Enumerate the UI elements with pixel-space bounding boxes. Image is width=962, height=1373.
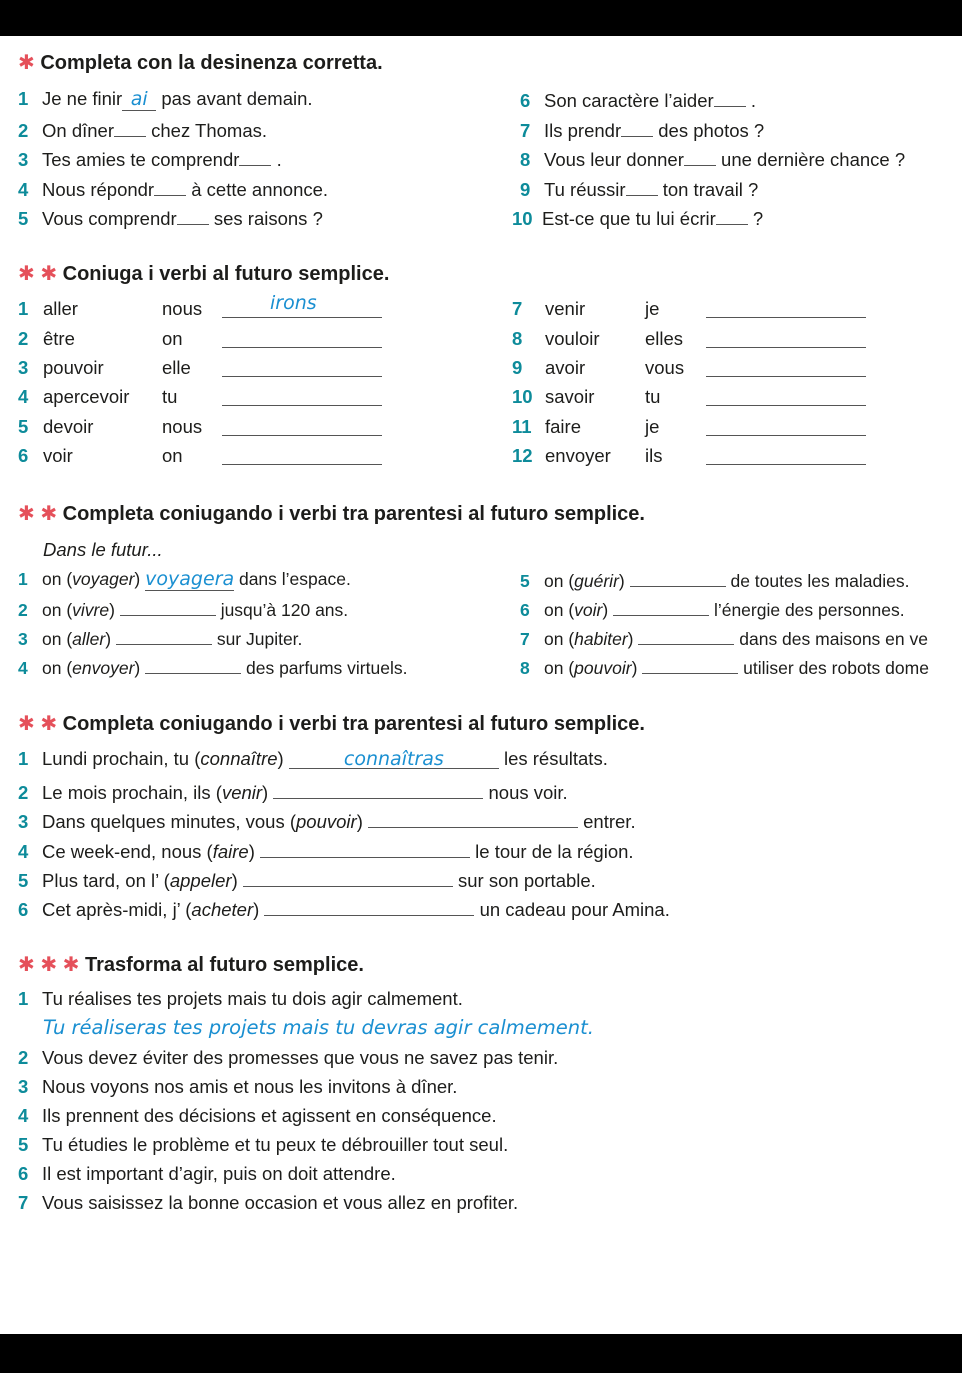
answer-blank[interactable] xyxy=(706,376,866,377)
verb-infinitive: venir xyxy=(545,298,586,319)
item-number: 6 xyxy=(18,899,29,920)
item-number: 2 xyxy=(18,782,29,803)
subject-pronoun: nous xyxy=(162,298,203,319)
item-number: 4 xyxy=(18,386,29,407)
ex4-item xyxy=(18,866,596,892)
sentence-ending: des parfums virtuels. xyxy=(246,658,408,678)
verb-infinitive: connaître xyxy=(200,748,278,769)
difficulty-stars: ✱ ✱ ✱ xyxy=(18,954,80,976)
answer-blank[interactable] xyxy=(706,317,866,318)
answer-blank[interactable] xyxy=(714,88,746,107)
answer-blank[interactable] xyxy=(630,568,726,587)
item-number: 3 xyxy=(18,811,29,832)
ex5-item xyxy=(18,1163,396,1185)
item-stem: Tes amies te comprendr xyxy=(42,149,240,170)
item-number: 4 xyxy=(18,841,29,862)
verb-suffix: ) xyxy=(356,811,363,832)
answer-blank[interactable] xyxy=(222,405,382,406)
item-stem: Nous répondr xyxy=(42,179,155,200)
ex1-item-4 xyxy=(18,177,328,201)
verb-infinitive: faire xyxy=(545,416,581,437)
verb-suffix: ) xyxy=(627,629,634,649)
verb-prefix: on ( xyxy=(544,629,575,649)
verb-prefix: on ( xyxy=(544,571,575,591)
answer-blank[interactable] xyxy=(642,655,738,674)
item-number: 6 xyxy=(18,1163,29,1184)
sentence-ending: entrer. xyxy=(583,811,636,832)
item-number: 8 xyxy=(520,658,530,678)
answer-blank[interactable] xyxy=(684,147,716,166)
ex5-item xyxy=(18,1192,518,1214)
answer-blank[interactable] xyxy=(706,347,866,348)
subject-pronoun: vous xyxy=(645,357,685,378)
item-number: 5 xyxy=(18,870,29,891)
item-ending: des photos ? xyxy=(658,120,765,141)
verb-prefix: Plus tard, on l’ ( xyxy=(42,870,170,891)
ex1-item-1 xyxy=(18,88,313,111)
answer-blank[interactable] xyxy=(260,837,470,858)
verb-infinitive: voyager xyxy=(72,569,135,589)
item-number: 4 xyxy=(18,1105,29,1126)
verb-infinitive: voir xyxy=(574,600,603,620)
verb-prefix: on ( xyxy=(42,629,73,649)
difficulty-stars: ✱ xyxy=(18,52,35,74)
ex4-item xyxy=(18,837,634,863)
ex3-item xyxy=(18,597,348,621)
item-number: 8 xyxy=(512,328,523,349)
handwritten-answer: voyagera xyxy=(145,568,235,590)
ex4-item xyxy=(18,778,568,804)
item-stem: On dîner xyxy=(42,120,114,141)
verb-infinitive: acheter xyxy=(191,899,254,920)
verb-suffix: ) xyxy=(231,870,238,891)
item-ending: à cette annonce. xyxy=(191,179,329,200)
verb-suffix: ) xyxy=(109,600,115,620)
verb-prefix: on ( xyxy=(42,658,73,678)
answer-blank[interactable] xyxy=(706,435,866,436)
item-ending: chez Thomas. xyxy=(151,120,267,141)
item-number: 2 xyxy=(18,1047,29,1068)
ex5-item xyxy=(18,1047,558,1069)
handwritten-answer: Tu réaliseras tes projets mais tu devras agir calmement. xyxy=(43,1016,594,1039)
answer-blank[interactable] xyxy=(368,807,578,828)
answer-blank[interactable] xyxy=(116,626,212,645)
ex2-heading xyxy=(18,262,389,286)
item-ending: une dernière chance ? xyxy=(721,149,906,170)
verb-infinitive: aller xyxy=(72,629,106,649)
sentence-ending: sur Jupiter. xyxy=(216,629,303,649)
verb-infinitive: venir xyxy=(221,782,263,803)
item-number: 1 xyxy=(18,988,29,1009)
worksheet-page xyxy=(0,36,962,1334)
item-ending: ton travail ? xyxy=(662,179,759,200)
item-stem: Je ne finir xyxy=(42,88,123,109)
ex4-heading xyxy=(18,712,645,736)
ex1-heading xyxy=(18,51,383,75)
ex2-title: Coniuga i verbi al futuro semplice. xyxy=(62,263,390,285)
verb-infinitive: devoir xyxy=(43,416,94,437)
item-number: 3 xyxy=(18,629,28,649)
answer-blank[interactable] xyxy=(706,405,866,406)
difficulty-stars: ✱ ✱ xyxy=(18,503,58,525)
item-number: 7 xyxy=(18,1192,29,1213)
sentence-ending: dans des maisons en ve xyxy=(739,629,928,649)
subject-pronoun: elles xyxy=(645,328,684,349)
verb-suffix: ) xyxy=(602,600,609,620)
subject-pronoun: je xyxy=(645,298,660,319)
item-number: 2 xyxy=(18,120,29,141)
handwritten-answer: connaîtras xyxy=(343,748,444,770)
item-number: 5 xyxy=(18,1134,29,1155)
answer-blank[interactable] xyxy=(222,317,382,318)
verb-infinitive: apercevoir xyxy=(43,386,130,407)
verb-infinitive: habiter xyxy=(574,629,628,649)
verb-suffix: ) xyxy=(105,629,112,649)
verb-suffix: ) xyxy=(631,658,638,678)
answer-blank[interactable] xyxy=(716,206,748,225)
item-ending: pas avant demain. xyxy=(161,88,313,109)
verb-prefix: Lundi prochain, tu ( xyxy=(42,748,201,769)
source-sentence: Vous saisissez la bonne occasion et vous allez en profiter. xyxy=(42,1192,519,1213)
item-number: 11 xyxy=(512,416,532,437)
source-sentence: Tu réalises tes projets mais tu dois agir calmement. xyxy=(42,988,463,1009)
item-number: 5 xyxy=(520,571,530,591)
ex1-item-5 xyxy=(18,206,323,230)
top-black-bar xyxy=(0,0,962,36)
item-number: 12 xyxy=(512,445,533,466)
ex1-item-10 xyxy=(512,206,763,230)
ex3-item xyxy=(18,626,302,650)
handwritten-answer: irons xyxy=(270,292,317,314)
ex3-item xyxy=(18,568,351,591)
verb-infinitive: aller xyxy=(43,298,78,319)
item-stem: Est-ce que tu lui écrir xyxy=(542,208,716,229)
sentence-ending: un cadeau pour Amina. xyxy=(479,899,670,920)
verb-suffix: ) xyxy=(134,658,141,678)
verb-infinitive: savoir xyxy=(545,386,595,407)
verb-infinitive: pouvoir xyxy=(296,811,357,832)
ex3-item xyxy=(520,568,909,592)
difficulty-stars: ✱ ✱ xyxy=(18,713,58,735)
answer-blank[interactable] xyxy=(114,118,146,137)
answer-blank[interactable] xyxy=(154,177,186,196)
item-number: 10 xyxy=(512,208,533,229)
verb-prefix: on ( xyxy=(42,569,73,589)
item-number: 8 xyxy=(520,149,531,170)
subject-pronoun: ils xyxy=(645,445,663,466)
item-number: 3 xyxy=(18,149,29,170)
source-sentence: Nous voyons nos amis et nous les invitons à dîner. xyxy=(42,1076,458,1097)
verb-infinitive: guérir xyxy=(574,571,619,591)
answer-blank[interactable] xyxy=(613,597,709,616)
item-ending: . xyxy=(276,149,282,170)
subject-pronoun: elle xyxy=(162,357,191,378)
item-number: 1 xyxy=(18,569,28,589)
ex1-item-8 xyxy=(520,147,905,171)
subject-pronoun: tu xyxy=(645,386,661,407)
verb-prefix: Ce week-end, nous ( xyxy=(42,841,213,862)
sentence-ending: l’énergie des personnes. xyxy=(713,600,905,620)
ex5-item xyxy=(18,1076,457,1098)
item-stem: Vous leur donner xyxy=(544,149,684,170)
answer-blank[interactable] xyxy=(239,147,271,166)
ex5-heading xyxy=(18,953,364,977)
subject-pronoun: tu xyxy=(162,386,178,407)
item-stem: Son caractère l’aider xyxy=(544,90,714,111)
verb-infinitive: vivre xyxy=(72,600,110,620)
subject-pronoun: nous xyxy=(162,416,203,437)
item-number: 4 xyxy=(18,658,28,678)
handwritten-answer: ai xyxy=(130,88,148,110)
item-number: 9 xyxy=(512,357,523,378)
ex5-item xyxy=(18,1105,497,1127)
verb-suffix: ) xyxy=(248,841,255,862)
ex3-intro: Dans le futur... xyxy=(43,539,163,560)
verb-prefix: Dans quelques minutes, vous ( xyxy=(42,811,296,832)
ex5-item xyxy=(18,988,463,1010)
item-number: 10 xyxy=(512,386,533,407)
answer-blank[interactable] xyxy=(145,655,241,674)
ex4-item xyxy=(18,807,636,833)
ex4-item xyxy=(18,895,670,921)
verb-infinitive: pouvoir xyxy=(574,658,632,678)
answer-blank[interactable] xyxy=(222,376,382,377)
answer-blank[interactable] xyxy=(706,464,866,465)
ex4-item xyxy=(18,748,608,770)
answer-blank[interactable] xyxy=(638,626,734,645)
sentence-ending: de toutes les maladies. xyxy=(730,571,910,591)
verb-prefix: on ( xyxy=(42,600,73,620)
ex3-item xyxy=(18,655,407,679)
item-number: 7 xyxy=(512,298,523,319)
verb-infinitive: être xyxy=(43,328,75,349)
answer-blank[interactable] xyxy=(289,748,499,769)
answer-blank[interactable] xyxy=(222,347,382,348)
item-ending: . xyxy=(750,90,756,111)
sentence-ending: nous voir. xyxy=(488,782,568,803)
sentence-ending: dans l’espace. xyxy=(238,569,351,589)
item-number: 5 xyxy=(18,208,29,229)
verb-suffix: ) xyxy=(134,569,141,589)
verb-infinitive: envoyer xyxy=(545,445,611,466)
item-number: 3 xyxy=(18,1076,29,1097)
verb-suffix: ) xyxy=(277,748,284,769)
verb-infinitive: avoir xyxy=(545,357,586,378)
answer-blank[interactable] xyxy=(122,88,156,111)
item-number: 2 xyxy=(18,328,29,349)
item-number: 7 xyxy=(520,629,530,649)
item-number: 4 xyxy=(18,179,29,200)
sentence-ending: les résultats. xyxy=(503,748,608,769)
subject-pronoun: on xyxy=(162,328,183,349)
ex3-title: Completa coniugando i verbi tra parentesi al futuro semplice. xyxy=(62,503,645,525)
sentence-ending: le tour de la région. xyxy=(475,841,634,862)
ex1-item-2 xyxy=(18,118,267,142)
answer-blank[interactable] xyxy=(621,118,653,137)
verb-infinitive: envoyer xyxy=(72,658,135,678)
subject-pronoun: je xyxy=(645,416,660,437)
ex3-item xyxy=(520,626,928,650)
verb-prefix: Le mois prochain, ils ( xyxy=(42,782,222,803)
answer-blank[interactable] xyxy=(222,464,382,465)
source-sentence: Ils prennent des décisions et agissent en conséquence. xyxy=(42,1105,497,1126)
verb-infinitive: voir xyxy=(43,445,73,466)
ex1-title: Completa con la desinenza corretta. xyxy=(40,52,383,74)
verb-prefix: on ( xyxy=(544,658,575,678)
answer-blank[interactable] xyxy=(273,778,483,799)
item-number: 5 xyxy=(18,416,29,437)
item-number: 1 xyxy=(18,748,29,769)
verb-suffix: ) xyxy=(253,899,260,920)
item-number: 6 xyxy=(520,600,530,620)
answer-blank[interactable] xyxy=(626,177,658,196)
source-sentence: Tu étudies le problème et tu peux te débrouiller tout seul. xyxy=(42,1134,509,1155)
subject-pronoun: on xyxy=(162,445,183,466)
sentence-ending: utiliser des robots dome xyxy=(743,658,929,678)
verb-prefix: on ( xyxy=(544,600,575,620)
verb-infinitive: appeler xyxy=(169,870,232,891)
verb-prefix: Cet après-midi, j’ ( xyxy=(42,899,192,920)
sentence-ending: sur son portable. xyxy=(458,870,596,891)
item-number: 6 xyxy=(520,90,531,111)
ex1-item-6 xyxy=(520,88,756,112)
ex3-item xyxy=(520,655,929,679)
verb-infinitive: faire xyxy=(212,841,249,862)
item-number: 7 xyxy=(520,120,531,141)
verb-suffix: ) xyxy=(618,571,625,591)
answer-blank[interactable] xyxy=(243,866,453,887)
ex3-item xyxy=(520,597,905,621)
item-number: 9 xyxy=(520,179,531,200)
ex1-item-3 xyxy=(18,147,282,171)
item-number: 1 xyxy=(18,88,29,109)
verb-suffix: ) xyxy=(262,782,269,803)
source-sentence: Il est important d’agir, puis on doit attendre. xyxy=(42,1163,396,1184)
item-number: 6 xyxy=(18,445,29,466)
difficulty-stars: ✱ ✱ xyxy=(18,263,58,285)
item-number: 2 xyxy=(18,600,28,620)
ex1-item-7 xyxy=(520,118,764,142)
bottom-black-bar xyxy=(0,1334,962,1373)
source-sentence: Vous devez éviter des promesses que vous ne savez pas tenir. xyxy=(42,1047,559,1068)
answer-blank[interactable] xyxy=(177,206,209,225)
verb-infinitive: pouvoir xyxy=(43,357,104,378)
answer-blank[interactable] xyxy=(222,435,382,436)
answer-blank[interactable] xyxy=(145,568,234,591)
ex1-item-9 xyxy=(520,177,758,201)
item-number: 3 xyxy=(18,357,29,378)
answer-blank[interactable] xyxy=(264,895,474,916)
item-stem: Vous comprendr xyxy=(42,208,177,229)
ex5-title: Trasforma al futuro semplice. xyxy=(84,954,364,976)
answer-blank[interactable] xyxy=(120,597,216,616)
item-ending: ? xyxy=(752,208,764,229)
ex5-item xyxy=(18,1134,508,1156)
item-ending: ses raisons ? xyxy=(213,208,323,229)
ex3-heading xyxy=(18,502,645,526)
ex4-title: Completa coniugando i verbi tra parentesi al futuro semplice. xyxy=(62,713,645,735)
verb-infinitive: vouloir xyxy=(545,328,600,349)
item-stem: Ils prendr xyxy=(544,120,622,141)
sentence-ending: jusqu’à 120 ans. xyxy=(220,600,349,620)
item-stem: Tu réussir xyxy=(544,179,626,200)
item-number: 1 xyxy=(18,298,29,319)
